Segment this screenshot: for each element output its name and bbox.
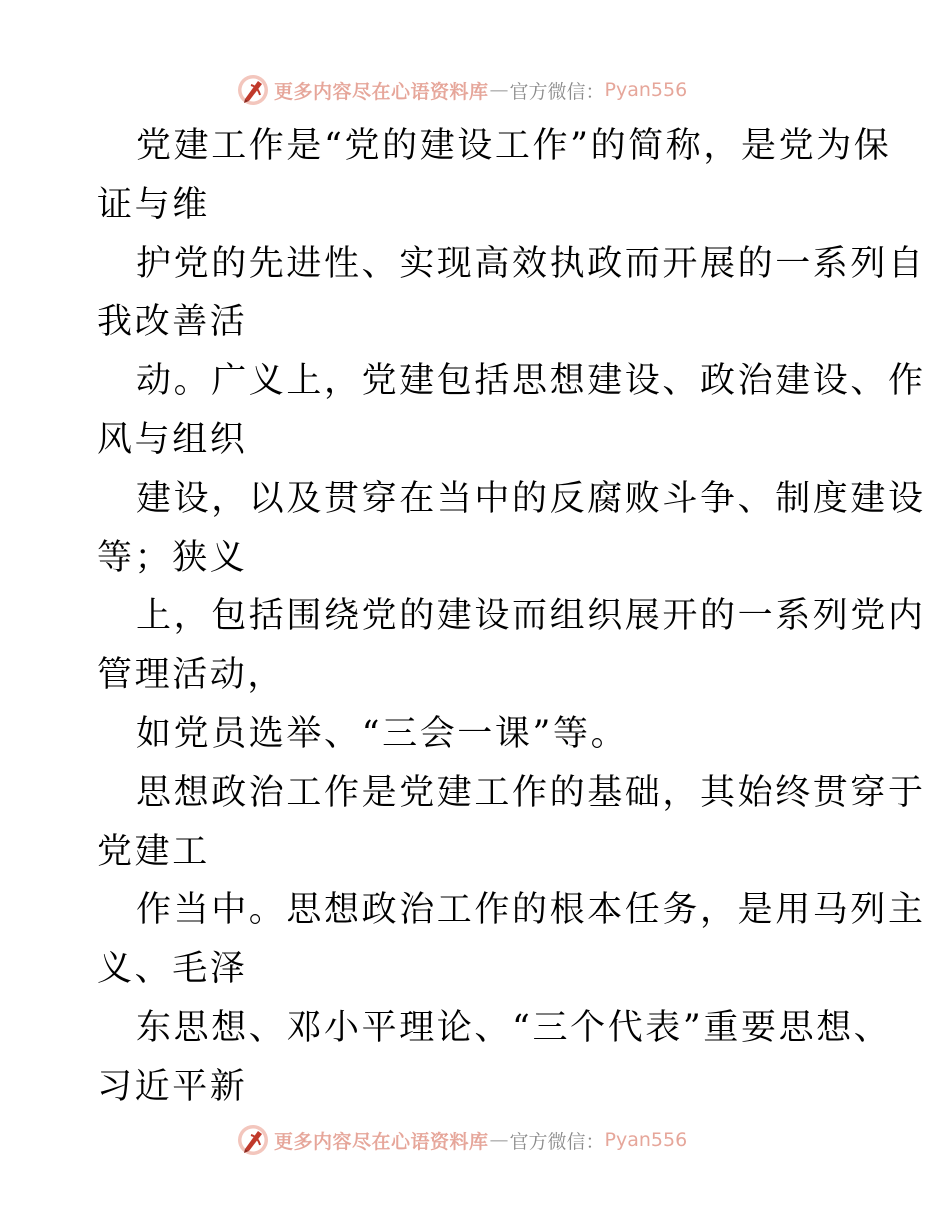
- text-line: 思想政治工作是党建工作的基础，其始终贯穿于: [136, 772, 926, 813]
- text-line: 党建工: [97, 831, 210, 872]
- quill-pen-logo-icon: [236, 73, 270, 107]
- text-line: 动。广义上，党建包括思想建设、政治建设、作: [136, 361, 926, 402]
- text-line: 党建工作是“党的建设工作”的简称，是党为保: [136, 126, 892, 166]
- quill-pen-logo-icon: [236, 1123, 270, 1157]
- text-line: 义、毛泽: [97, 949, 248, 990]
- text-line: 风与组织: [97, 419, 248, 460]
- watermark-wechat-id: Pyan556: [604, 1129, 688, 1151]
- text-line: 建设，以及贯穿在当中的反腐败斗争、制度建设: [136, 478, 926, 519]
- watermark-brand-text: 更多内容尽在心语资料库: [274, 80, 489, 103]
- text-line: 上，包括围绕党的建设而组织展开的一系列党内: [136, 596, 926, 637]
- watermark-dash: —: [489, 79, 509, 101]
- watermark-wechat-id: Pyan556: [604, 79, 688, 101]
- watermark-brand-text: 更多内容尽在心语资料库: [274, 1130, 489, 1153]
- text-line: 等；狭义: [97, 537, 248, 578]
- text-line: 东思想、邓小平理论、“三个代表”重要思想、: [136, 1007, 892, 1048]
- text-line: 证与维: [97, 184, 210, 225]
- text-line: 作当中。思想政治工作的根本任务，是用马列主: [136, 890, 926, 931]
- document-body: [97, 117, 926, 1117]
- footer-watermark: [236, 1123, 687, 1157]
- text-line: 习近平新: [97, 1066, 248, 1107]
- watermark-wechat-label: 官方微信：: [509, 1130, 605, 1153]
- watermark-dash: —: [489, 1129, 509, 1151]
- text-line: 管理活动，: [97, 655, 286, 696]
- text-line: 如党员选举、“三会一课”等。: [136, 713, 629, 754]
- header-watermark: [236, 73, 687, 107]
- watermark-wechat-label: 官方微信：: [509, 80, 605, 103]
- text-line: 护党的先进性、实现高效执政而开展的一系列自: [136, 243, 926, 284]
- text-line: 我改善活: [97, 302, 248, 343]
